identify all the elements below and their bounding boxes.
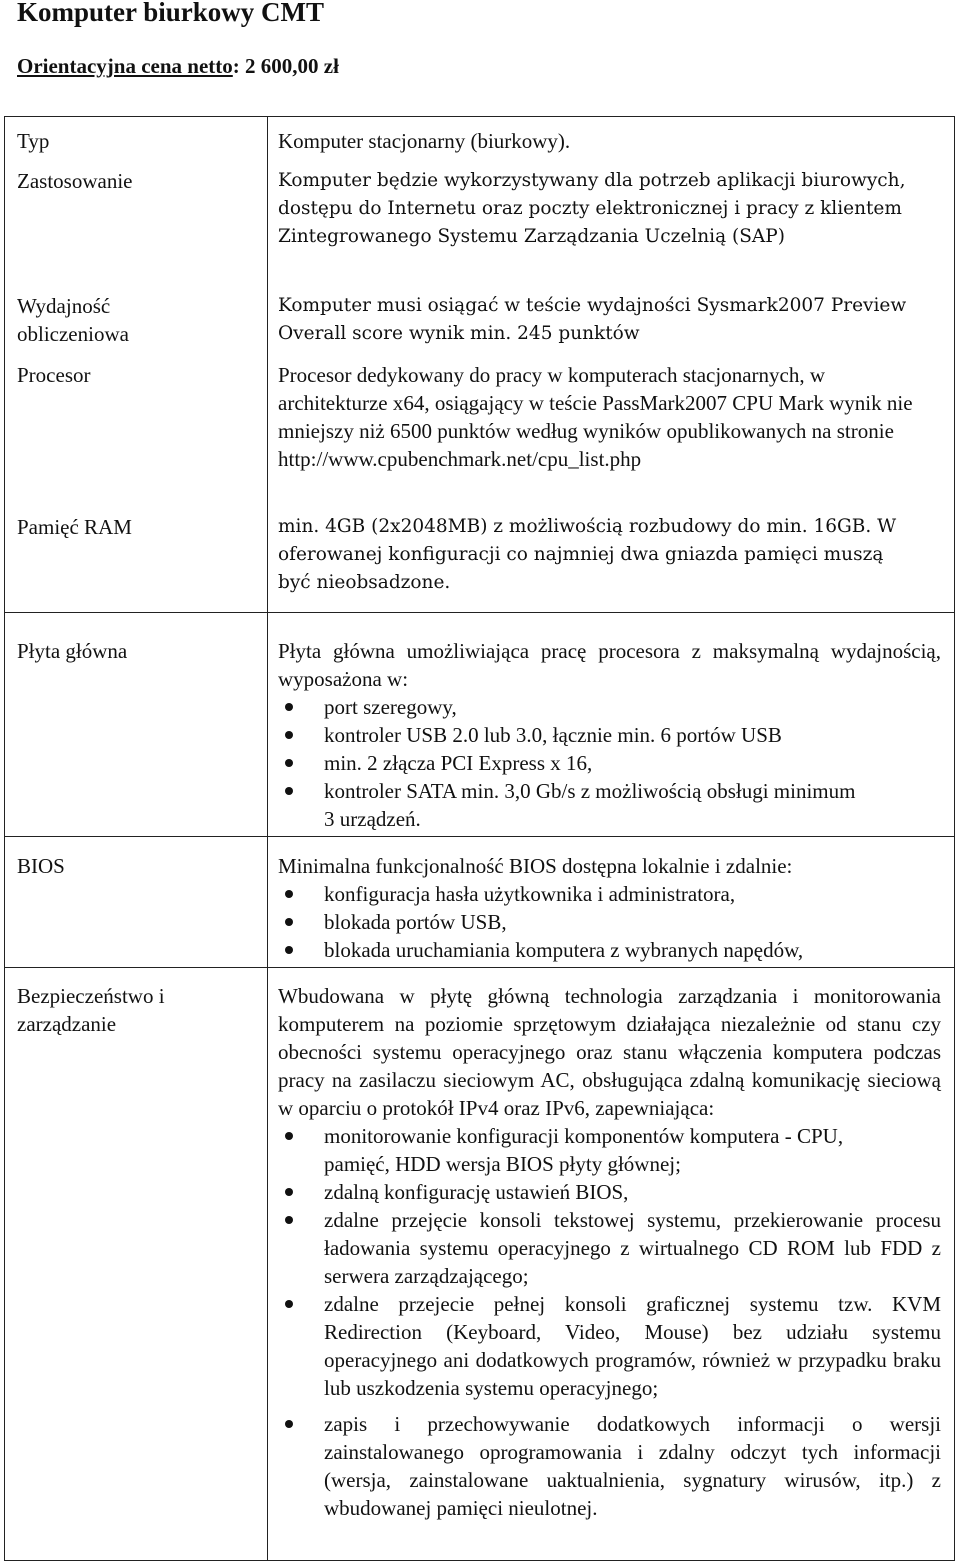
column-divider [267,117,268,1560]
list-item: min. 2 złącza PCI Express x 16, [278,749,941,777]
list-item: kontroler USB 2.0 lub 3.0, łącznie min. 6 portów USB [278,721,941,749]
list-item: port szeregowy, [278,693,941,721]
list-item: blokada portów USB, [278,908,941,936]
list-item: blokada uruchamiania komputera z wybranych napędów, [278,936,941,964]
spec-value-plyta-glowna [278,637,941,833]
spec-value-zastosowanie: Komputer będzie wykorzystywany dla potrzeb aplikacji biurowych, dostępu do Internetu oraz poczty elektronicznej i pracy z klientem Zintegrowanego Systemu Zarządzania Uczelnią (SAP) [278,170,906,247]
plyta-bullet-list [278,693,941,833]
price-value: : 2 600,00 zł [232,54,339,78]
spec-label-zastosowanie: Zastosowanie [17,169,133,193]
price-line [17,52,339,80]
list-item: zdalne przejęcie konsoli tekstowej systemu, przekierowanie procesu ładowania systemu operacyjnego z wirtualnego CD ROM lub FDD z serwera zarządzającego; [278,1206,941,1290]
list-item: monitorowanie konfiguracji komponentów komputera - CPU, pamięć, HDD wersja BIOS płyty głównej; [278,1122,941,1178]
row-divider [5,612,954,613]
spec-value-bezpieczenstwo [278,982,941,1522]
spec-label-plyta-glowna: Płyta główna [17,639,128,663]
price-label: Orientacyjna cena netto [17,54,233,78]
list-item: zapis i przechowywanie dodatkowych informacji o wersji zainstalowanego oprogramowania i zdalny odczyt tych informacji (wersja, zainstalowane uaktualnienia, sygnatury wirusów, itp.) z wbudowanej pamięci nieulotnej. [278,1410,941,1522]
row-divider [5,967,954,968]
spec-label-bios: BIOS [17,854,65,878]
spec-value-typ: Komputer stacjonarny (biurkowy). [278,129,571,153]
bezpieczenstwo-intro: Wbudowana w płytę główną technologia zarządzania i monitorowania komputerem na poziomie sprzętowym działająca niezależnie od stanu czy obecności systemu operacyjnego oraz stanu włączenia komputera podczas pracy na zasilaczu sieciowym AC, obsługująca zdalną komunikację sieciową w oparciu o protokół IPv4 oraz IPv6, zapewniająca: [278,984,941,1120]
spec-label-bezpieczenstwo: Bezpieczeństwo i zarządzanie [17,984,165,1036]
spec-label-wydajnosc: Wydajność obliczeniowa [17,294,129,346]
spec-value-pamiec-ram: min. 4GB (2x2048MB) z możliwością rozbudowy do min. 16GB. W oferowanej konfiguracji co najmniej dwa gniazda pamięci muszą być nieobsadzone. [278,516,897,593]
spec-value-bios [278,852,941,964]
spec-value-wydajnosc: Komputer musi osiągać w teście wydajności Sysmark2007 Preview Overall score wynik min. 245 punktów [278,295,907,344]
spec-value-procesor: Procesor dedykowany do pracy w komputerach stacjonarnych, w architekturze x64, osiągający w teście PassMark2007 CPU Mark wynik nie mniejszy niż 6500 punktów według wyników opublikowanych na stronie http://www.cpubenchmark.net/cpu_list.php [278,363,913,471]
spec-label-pamiec-ram: Pamięć RAM [17,515,132,539]
bios-intro: Minimalna funkcjonalność BIOS dostępna lokalnie i zdalnie: [278,854,793,878]
list-item: konfiguracja hasła użytkownika i administratora, [278,880,941,908]
list-item: zdalną konfigurację ustawień BIOS, [278,1178,941,1206]
row-divider [5,836,954,837]
bios-bullet-list [278,880,941,964]
bezpieczenstwo-bullet-list [278,1122,941,1522]
spec-label-typ: Typ [17,129,50,153]
document-title: Komputer biurkowy CMT [17,0,325,27]
plyta-intro: Płyta główna umożliwiająca pracę procesora z maksymalną wydajnością, wyposażona w: [278,639,941,691]
list-item: zdalne przejecie pełnej konsoli graficznej systemu tzw. KVM Redirection (Keyboard, Video, Mouse) bez udziału systemu operacyjnego ani dodatkowych programów, również w przypadku braku lub uszkodzenia systemu operacyjnego; [278,1290,941,1402]
specification-table [4,116,955,1561]
spec-label-procesor: Procesor [17,363,91,387]
list-item: kontroler SATA min. 3,0 Gb/s z możliwością obsługi minimum 3 urządzeń. [278,777,941,833]
